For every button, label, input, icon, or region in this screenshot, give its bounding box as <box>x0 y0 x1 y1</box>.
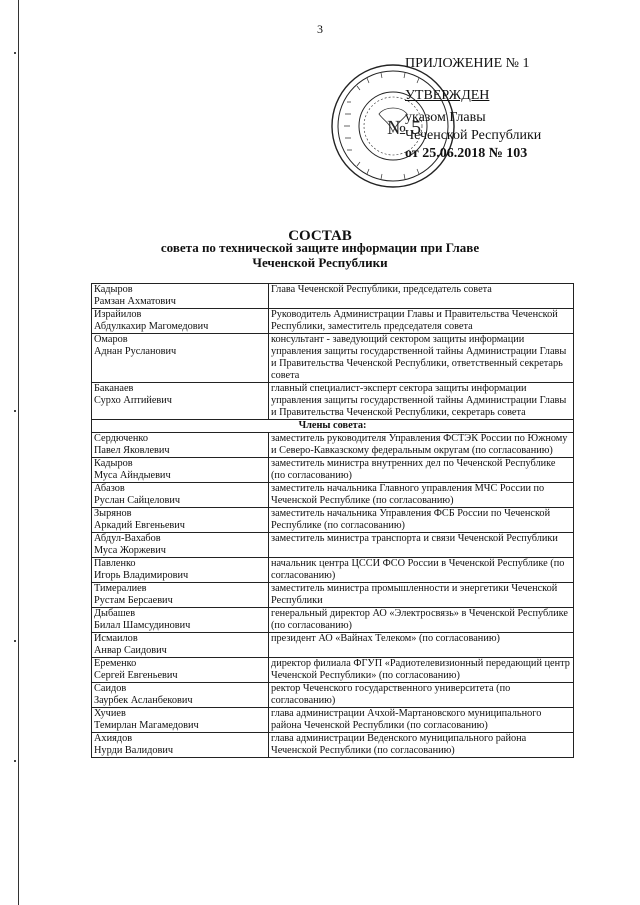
member-given-name: Рустам Берсаевич <box>94 595 173 606</box>
member-surname: Израйилов <box>94 309 142 320</box>
approval-block <box>405 55 541 163</box>
member-name-cell <box>92 708 269 733</box>
council-composition-table <box>91 283 574 758</box>
member-role: заместитель начальника Главного управления МЧС России по Чеченской Республике (по согласованию) <box>269 483 574 508</box>
member-given-name: Аднан Русланович <box>94 346 177 357</box>
document-subtitle: совета по технической защите информации при Главе Чеченской Республики <box>160 240 480 270</box>
member-name-cell <box>92 658 269 683</box>
member-surname: Омаров <box>94 334 128 345</box>
member-role: ректор Чеченского государственного университета (по согласованию) <box>269 683 574 708</box>
member-name-cell <box>92 533 269 558</box>
member-surname: Баканаев <box>94 383 134 394</box>
member-role: заместитель министра внутренних дел по Чеченской Республике (по согласованию) <box>269 458 574 483</box>
member-surname: Ахиядов <box>94 733 133 744</box>
member-role: Руководитель Администрации Главы и Правительства Чеченской Республики, заместитель председателя совета <box>269 309 574 334</box>
member-given-name: Анвар Саидович <box>94 645 167 656</box>
appendix-title: ПРИЛОЖЕНИЕ № 1 <box>405 56 530 71</box>
decree-date: от 25.06.2018 № 103 <box>405 146 528 161</box>
members-heading-row <box>92 420 574 433</box>
member-given-name: Руслан Сайцелович <box>94 495 181 506</box>
member-name-cell <box>92 458 269 483</box>
member-role: консультант - заведующий сектором защиты информации управления защиты государственной тайны Администрации Главы и Правительства Чеченской Республики, ответственный секретарь совета <box>269 334 574 383</box>
page-number: 3 <box>317 22 323 36</box>
member-name-cell <box>92 483 269 508</box>
member-surname: Павленко <box>94 558 136 569</box>
member-surname: Дыбашев <box>94 608 136 619</box>
table-row <box>92 284 574 309</box>
member-name-cell <box>92 383 269 420</box>
member-given-name: Абдулкахир Магомедович <box>94 321 209 332</box>
member-given-name: Аркадий Евгеньевич <box>94 520 185 531</box>
member-name-cell <box>92 558 269 583</box>
decree-line-1: указом Главы <box>405 110 486 125</box>
decree-line-2: Чеченской Республики <box>405 128 542 143</box>
member-surname: Еременко <box>94 658 137 669</box>
member-given-name: Муса Жоржевич <box>94 545 166 556</box>
member-name-cell <box>92 284 269 309</box>
table-row <box>92 558 574 583</box>
member-role: глава администрации Ачхой-Мартановского муниципального района Чеченской Республики (по согласованию) <box>269 708 574 733</box>
member-role: директор филиала ФГУП «Радиотелевизионный передающий центр Чеченской Республики» (по согласованию) <box>269 658 574 683</box>
member-surname: Саидов <box>94 683 127 694</box>
member-role: заместитель министра промышленности и энергетики Чеченской Республики <box>269 583 574 608</box>
table-row <box>92 533 574 558</box>
member-surname: Хучиев <box>94 708 126 719</box>
table-row <box>92 508 574 533</box>
member-name-cell <box>92 633 269 658</box>
table-row <box>92 383 574 420</box>
member-given-name: Нурди Валидович <box>94 745 174 756</box>
member-name-cell <box>92 683 269 708</box>
table-row <box>92 433 574 458</box>
members-heading: Члены совета: <box>92 420 574 433</box>
member-role: заместитель министра транспорта и связи Чеченской Республики <box>269 533 574 558</box>
table-row <box>92 309 574 334</box>
member-given-name: Муса Айндыевич <box>94 470 171 481</box>
approved-label: УТВЕРЖДЕН <box>405 88 490 103</box>
table-row <box>92 334 574 383</box>
member-surname: Тимералиев <box>94 583 147 594</box>
member-name-cell <box>92 334 269 383</box>
member-given-name: Заурбек Асланбекович <box>94 695 193 706</box>
member-given-name: Игорь Владимирович <box>94 570 189 581</box>
table-row <box>92 733 574 758</box>
member-given-name: Сергей Евгеньевич <box>94 670 178 681</box>
member-name-cell <box>92 433 269 458</box>
member-role: заместитель руководителя Управления ФСТЭК России по Южному и Северо-Кавказскому федеральным округам (по согласованию) <box>269 433 574 458</box>
member-name-cell <box>92 608 269 633</box>
member-surname: Сердюченко <box>94 433 149 444</box>
stamp-number: № 5 <box>387 117 422 139</box>
scan-margin-line <box>18 0 19 905</box>
member-surname: Абазов <box>94 483 125 494</box>
member-role: генеральный директор АО «Электросвязь» в Чеченской Республике (по согласованию) <box>269 608 574 633</box>
member-given-name: Темирлан Магамедович <box>94 720 199 731</box>
member-surname: Абдул-Вахабов <box>94 533 161 544</box>
member-surname: Кадыров <box>94 458 133 469</box>
member-role: Глава Чеченской Республики, председатель совета <box>269 284 574 309</box>
member-name-cell <box>92 309 269 334</box>
table-row <box>92 658 574 683</box>
member-given-name: Павел Яковлевич <box>94 445 170 456</box>
member-surname: Зырянов <box>94 508 132 519</box>
table-row <box>92 458 574 483</box>
member-name-cell <box>92 583 269 608</box>
member-role: начальник центра ЦССИ ФСО России в Чеченской Республике (по согласованию) <box>269 558 574 583</box>
member-role: президент АО «Вайнах Телеком» (по согласованию) <box>269 633 574 658</box>
member-name-cell <box>92 733 269 758</box>
table-row <box>92 633 574 658</box>
document-title: СОСТАВ <box>288 228 352 244</box>
member-given-name: Рамзан Ахматович <box>94 296 176 307</box>
table-row <box>92 583 574 608</box>
member-surname: Кадыров <box>94 284 133 295</box>
member-name-cell <box>92 508 269 533</box>
member-role: главный специалист-эксперт сектора защиты информации управления защиты государственной тайны Администрации Главы и Правительства Чеченской Республики, секретарь совета <box>269 383 574 420</box>
member-given-name: Сурхо Аптийевич <box>94 395 172 406</box>
member-role: заместитель начальника Управления ФСБ России по Чеченской Республике (по согласованию) <box>269 508 574 533</box>
member-given-name: Билал Шамсудинович <box>94 620 191 631</box>
member-role: глава администрации Веденского муниципального района Чеченской Республики (по согласованию) <box>269 733 574 758</box>
table-row <box>92 483 574 508</box>
table-row <box>92 708 574 733</box>
member-surname: Исмаилов <box>94 633 138 644</box>
table-row <box>92 608 574 633</box>
table-row <box>92 683 574 708</box>
